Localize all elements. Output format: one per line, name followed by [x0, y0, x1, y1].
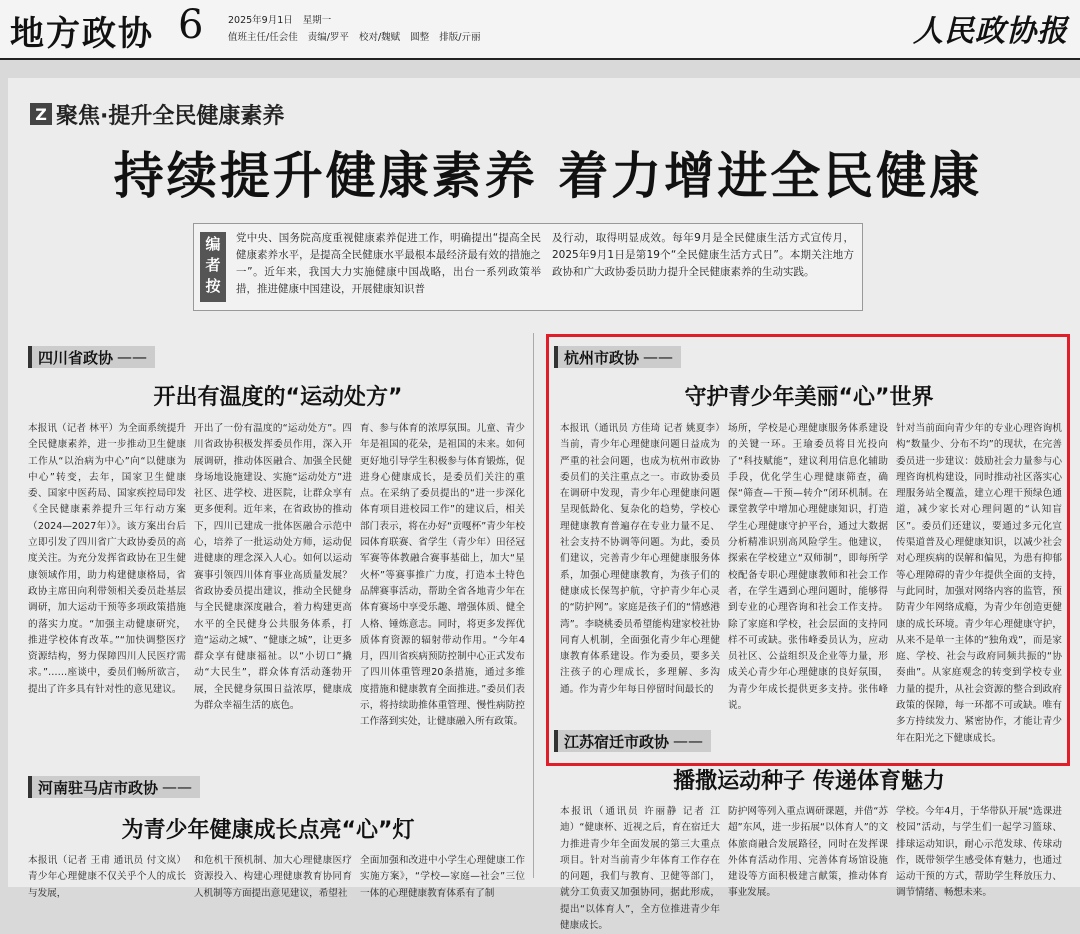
article-body-sichuan-col-3: 育、参与体育的浓厚氛围。儿童、青少年是祖国的花朵，是祖国的未来。如何更好地引导学生积极参与体育锻炼，促进身心健康成长，是委员们关注的重点。在采纳了委员提出的“进一步深化体育项目进校园工作”的建议后，相关部门表示，将在办好“贡嘎杯”青少年校园体育联赛、省学生（青少年）田径冠军赛等体教融合赛事基础上，加大“星火杯”等赛事推广力度，打造本土特色品牌赛事活动，帮助全省各地青少年在体育赛场中享受乐趣、增强体质、健全人格、锤炼意志。同时，将更多发挥优质体育资源的辐射带动作用。“今年4月，四川省疾病预防控制中心正式发布了四川体重管理20条措施，通过多维度措施和健康教育全面推进。”委员们表示，将持续助推体重管理、慢性病防控工作落到实处，让健康融入所有政策。	[360, 423, 525, 728]
issue-meta	[228, 12, 487, 46]
article-body-henan-col-1: 本报讯（记者 王甫 通讯员 付文岚）青少年心理健康不仅关乎个人的成长与发展，	[28, 855, 186, 899]
article-title-sichuan: 开出有温度的“运动处方”	[153, 385, 403, 410]
region-label-sichuan: 四川省政协 ——	[28, 346, 155, 368]
region-label-henan: 河南驻马店市政协 ——	[28, 776, 200, 798]
region-name: 江苏宿迁市政协	[564, 732, 670, 751]
credit-editor-duty: 值班主任/任会佳	[228, 32, 298, 43]
column-divider	[533, 333, 534, 878]
article-title-henan: 为青少年健康成长点亮“心”灯	[121, 818, 415, 843]
editor-note-col-2: 及行动，取得明显成效。每年9月是全民健康生活方式宣传月，2025年9月1日是第19个“全民健康生活方式日”。本期关注地方政协和广大政协委员助力提升全民健康素养的生动实践。	[552, 232, 854, 278]
editor-note-col-1: 党中央、国务院高度重视健康素养促进工作，明确提出“提高全民健康素养水平，是提高全民健康水平最根本最经济最有效的措施之一”。近年来，我国大力实施健康中国战略，出台一系列政策举措，推进健康中国建设，开展健康知识普	[236, 232, 541, 295]
editor-note-label: 编者按	[200, 232, 226, 302]
article-title-hangzhou: 守护青少年美丽“心”世界	[684, 385, 934, 410]
kicker	[30, 100, 284, 128]
article-body-henan-col-3: 全面加强和改进中小学生心理健康工作实施方案》，“学校—家庭—社会”三位一体的心理健康教育体系有了制	[360, 855, 525, 899]
page-headline: 持续提升健康素养 着力增进全民健康	[113, 147, 983, 205]
credit-editor: 责编/罗平	[307, 32, 349, 43]
region-label-hangzhou: 杭州市政协 ——	[554, 346, 681, 368]
newspaper-logo: 人民政协报	[913, 14, 1068, 49]
region-name: 河南驻马店市政协	[38, 778, 159, 797]
page-number: 6	[178, 2, 204, 48]
masthead	[0, 0, 1080, 60]
article-body-hangzhou-col-3: 针对当前面向青少年的专业心理咨询机构“数量少、分布不均”的现状，在完善委员进一步建议：鼓励社会力量参与心理咨询机构建设，同时推动社区落实心理服务站全覆盖，建立心理干预绿色通道，减少家长对心理问题的“认知盲区”。委员们还建议，要通过多元化宣传渠道普及心理健康知识，以减少社会对心理疾病的误解和偏见，为患有抑郁等心理障碍的青少年提供全面的支持，与此同时，加强对网络内容的监管，预防青少年网络成瘾，为青少年创造更健康的成长环境。青少年心理健康守护，从来不是单一主体的“独角戏”，而是家庭、学校、社会与政府同频共振的“协奏曲”。从家庭观念的转变到学校专业力量的提升，从社会资源的整合到政府政策的保障，每一环都不可或缺。唯有多方持续发力、紧密协作，才能让青少年在阳光之下健康成长。	[896, 423, 1062, 744]
kicker-badge: Z	[30, 103, 52, 125]
article-body-suqian-col-3: 学校。今年4月，于华带队开展“选课进校园”活动，与学生们一起学习篮球、排球运动知识，耐心示范发球、传球动作，既带领学生感受体育魅力，也通过运动干预的方式，帮助学生释放压力、调节情绪、畅想未来。	[896, 806, 1062, 899]
article-body-sichuan-col-2: 开出了一份有温度的“运动处方”。四川省政协积极发挥委员作用，深入开展调研，推动体医融合、加强全民健身场地设施建设、实施“运动处方”进社区、进学校、进医院，让群众享有更多便利。近年来，在省政协的推动下，四川已建成一批体医融合示范中心，培养了一批运动处方师，运动促进健康的理念深入人心。如何以运动赛事引领四川体育事业高质量发展？省政协委员提出建议，推动全民健身与全民健康深度融合，着力构建更高水平的全民健身公共服务体系，打造“运动之城”、“健康之城”，让更多群众享有健康福祉。以“小切口”撬动“大民生”，群众体育活动蓬勃开展，全民健身氛围日益浓厚，健康成为群众幸福生活的底色。	[194, 423, 352, 712]
article-body-hangzhou-col-2: 场所，学校是心理健康服务体系建设的关键一环。王瑜委员将目光投向了“科技赋能”，建议利用信息化辅助手段，优化学生心理健康筛查，确保“筛查—干预—转介”闭环机制。在课堂教学中增加心理健康知识，打造学生心理健康守护平台，通过大数据分析精准识别高风险学生。他建议，探索在学校建立“双师制”，即每所学校配备专职心理健康教师和社会工作者，在学生遇到心理问题时，能够得到专业的心理咨询和社会工作支持。除了家庭和学校，社会层面的支持同样不可或缺。张伟峰委员认为，应动员社区、公益组织及企业等力量，形成关心青少年心理健康的良好氛围，为青少年成长提供更多支持。张伟峰说。	[728, 423, 888, 712]
credit-proofreader: 校对/魏赋	[358, 32, 401, 43]
article-body-hangzhou-col-1: 本报讯（通讯员 方佳琦 记者 姚夏李）当前，青少年心理健康问题日益成为严重的社会问题，也成为杭州市政协委员们的关注重点之一。市政协委员在调研中发现，青少年心理健康问题呈现低龄化、复杂化的趋势，学校心理健康教育普遍存在专业力量不足、社会支持不协调等问题。为此，委员们建议，完善青少年心理健康服务体系，加强心理健康教育，为孩子们的健康成长保驾护航，守护青少年心灵的“防护网”。家庭是孩子们的“情感港湾”。李晓桃委员希望能构建家校社协同育人机制，全面强化青少年心理健康教育体系建设。作为委员，要多关注孩子的心理成长，多理解、多沟通。作为青少年每日停留时间最长的	[560, 423, 720, 695]
article-body-sichuan-col-1: 本报讯（记者 林平）为全面系统提升全民健康素养，进一步推动卫生健康工作从“以治病为中心”向“以健康为中心”转变，去年，国家卫生健康委、国家中医药局、国家疾控局印发《全民健康素养提升三年行动方案（2024—2027年）》。该方案出台后立即引发了四川省广大政协委员的高度关注。为充分发挥省政协在卫生健康领域作用，助力构建健康格局，省政协主席田向利带领相关委员赴基层调研，加大运动干预等多项政策措施的落实力度。“加强主动健康研究，推进学校体育改革。”“加快调整医疗资源结构，努力保障四川人民医疗需求。”……座谈中，委员们畅所欲言，提出了许多具有针对性的意见建议。	[28, 423, 186, 695]
article-body-henan-col-2: 和危机干预机制、加大心理健康医疗资源投入、构建心理健康教育协同育人机制等方面提出意见建议，希望社	[194, 855, 352, 899]
issue-weekday: 星期一	[302, 15, 332, 26]
editor-note	[193, 223, 863, 311]
article-body-suqian-col-1: 本报讯（通讯员 许丽静 记者 江迪）“健康杯、近视之后，育在宿迁大力推进青少年全面发展的第三大重点项目。针对当前青少年体育工作存在的问题，我们与教育、卫健等部门，就分工负责又加强协同，据此形成，提出“以体育人”，全方位推进青少年健康成长。	[560, 806, 720, 932]
region-name: 杭州市政协	[564, 348, 640, 367]
issue-date: 2025年9月1日	[228, 15, 293, 26]
kicker-text: 聚焦·提升全民健康素养	[56, 103, 285, 129]
article-body-suqian-col-2: 防护网等列入重点调研课题，并借“苏超”东风，进一步拓展“以体育人”的文体旅商融合发展路径，同时在发挥课外体育活动作用、完善体育场馆设施建设等方面积极建言献策，推动体育事业发展。	[728, 806, 888, 899]
credit-typesetter: 排版/亓丽	[439, 32, 481, 43]
newspaper-page	[8, 78, 1080, 932]
region-label-suqian: 江苏宿迁市政协 ——	[554, 730, 711, 752]
section-name: 地方政协	[10, 14, 154, 54]
credit-layout-check: 圆整	[410, 32, 430, 43]
article-title-suqian: 播撒运动种子 传递体育魅力	[673, 769, 945, 794]
region-name: 四川省政协	[38, 348, 114, 367]
